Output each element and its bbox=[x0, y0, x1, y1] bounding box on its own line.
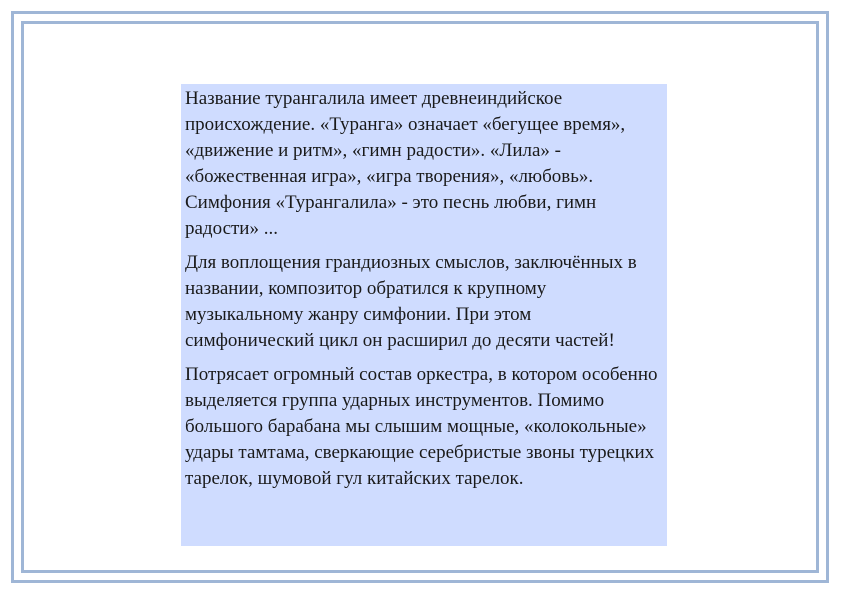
text-box bbox=[181, 84, 667, 546]
paragraph-orchestra-composition: Потрясает огромный состав оркестра, в котором особенно выделяется группа ударных инструментов. Помимо большого барабана мы слышим мощные, «колокольные» удары тамтама, сверкающие серебристые звоны турецких тарелок, шумовой гул китайских тарелок. bbox=[185, 364, 658, 489]
paragraph-symphony-structure: Для воплощения грандиозных смыслов, заключённых в названии, композитор обратился к крупному музыкальному жанру симфонии. При этом симфонический цикл он расширил до десяти частей! bbox=[185, 252, 637, 351]
paragraph-origin-of-name: Название турангалила имеет древнеиндийское происхождение. «Туранга» означает «бегущее время», «движение и ритм», «гимн радости». «Лила» - «божественная игра», «игра творения», «любовь». Симфония «Турангалила» - это песнь любви, гимн радости» ... bbox=[185, 88, 626, 239]
